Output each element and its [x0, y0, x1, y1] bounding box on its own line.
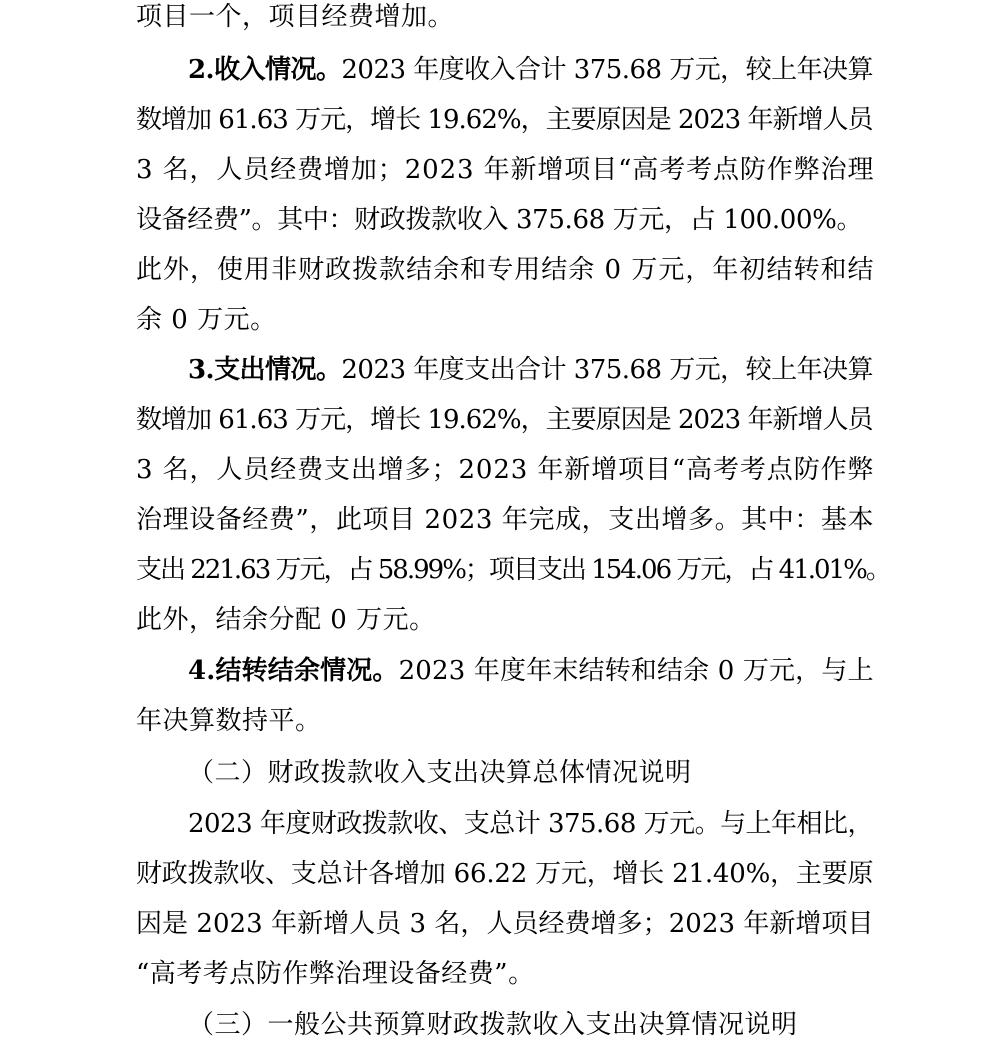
body-text: 年决算数持平。	[136, 706, 322, 736]
section-heading-text: 4.结转结余情况。	[188, 656, 399, 686]
body-text: 财政拨款收、支总计各增加 66.22 万元，增长 21.40%，主要原	[136, 859, 874, 889]
section-heading-text: 2.收入情况。	[188, 55, 342, 85]
paragraph-line	[188, 748, 692, 798]
paragraph-line	[136, 195, 862, 245]
paragraph-line	[136, 595, 436, 645]
paragraph-line	[188, 45, 873, 95]
body-text: 2023 年度收入合计 375.68 万元，较上年决算	[341, 55, 873, 85]
body-text: 2023 年度年末结转和结余 0 万元，与上	[398, 656, 874, 686]
body-text: 2023 年度财政拨款收、支总计 375.68 万元。与上年相比，	[188, 809, 873, 839]
body-text: 3 名，人员经费支出增多；2023 年新增项目“高考考点防作弊	[136, 455, 875, 485]
paragraph-line	[136, 245, 875, 295]
body-text: 数增加 61.63 万元，增长 19.62%，主要原因是 2023 年新增人员	[136, 105, 873, 135]
paragraph-line	[188, 646, 874, 696]
body-text: 设备经费”。其中：财政拨款收入 375.68 万元，占 100.00%。	[136, 205, 863, 235]
body-text: 治理设备经费”，此项目 2023 年完成，支出增多。其中：基本	[136, 505, 875, 535]
paragraph-line	[136, 95, 873, 145]
paragraph-line	[136, 696, 322, 746]
body-text: 此外，结余分配 0 万元。	[136, 605, 436, 635]
paragraph-line	[136, 395, 873, 445]
paragraph-line	[136, 899, 874, 949]
paragraph-line	[136, 0, 454, 42]
paragraph-line	[136, 545, 890, 595]
paragraph-line	[136, 495, 874, 545]
body-text: 数增加 61.63 万元，增长 19.62%，主要原因是 2023 年新增人员	[136, 405, 873, 435]
paragraph-line	[136, 445, 874, 495]
body-text: 3 名，人员经费增加；2023 年新增项目“高考考点防作弊治理	[136, 155, 875, 185]
body-text: 项目一个，项目经费增加。	[136, 2, 455, 32]
paragraph-line	[136, 145, 874, 195]
body-text: 支出 221.63 万元，占 58.99%；项目支出 154.06 万元，占 41.01%。	[136, 555, 890, 585]
body-text: （二）财政拨款收入支出决算总体情况说明	[188, 758, 692, 788]
paragraph-line	[136, 295, 277, 345]
body-text: 因是 2023 年新增人员 3 名，人员经费增多；2023 年新增项目	[136, 909, 874, 939]
paragraph-line	[188, 345, 873, 395]
body-text: 余 0 万元。	[136, 305, 277, 335]
body-text: （三）一般公共预算财政拨款收入支出决算情况说明	[188, 1010, 798, 1040]
body-text: 此外，使用非财政拨款结余和专用结余 0 万元，年初结转和结	[136, 255, 875, 285]
paragraph-line	[136, 949, 535, 999]
body-text: “高考考点防作弊治理设备经费”。	[136, 959, 535, 989]
paragraph-line	[136, 849, 873, 899]
paragraph-line	[188, 799, 873, 849]
section-heading-text: 3.支出情况。	[188, 355, 342, 385]
body-text: 2023 年度支出合计 375.68 万元，较上年决算	[341, 355, 873, 385]
